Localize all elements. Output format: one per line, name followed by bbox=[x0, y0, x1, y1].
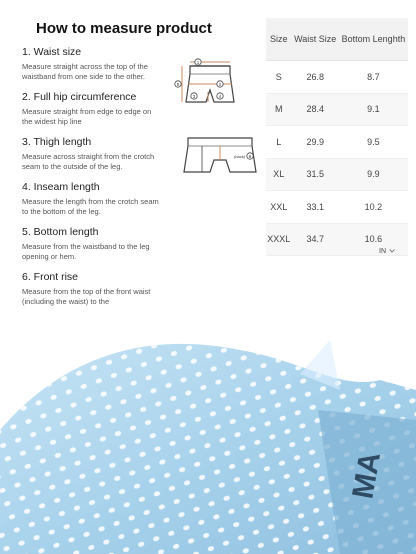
step-title: 2. Full hip circumference bbox=[22, 91, 137, 103]
step-title: 1. Waist size bbox=[22, 46, 82, 58]
step-inseam-length bbox=[22, 181, 162, 217]
cell-size: L bbox=[266, 126, 292, 159]
table-header-row bbox=[266, 18, 408, 61]
mark-6: 6 bbox=[248, 153, 252, 159]
table-row bbox=[266, 93, 408, 126]
table-row bbox=[266, 158, 408, 191]
step-desc: Measure from the waistband to the leg opening or hem. bbox=[22, 242, 150, 261]
step-waist-size bbox=[22, 46, 162, 82]
back-measure-diagram bbox=[180, 134, 260, 184]
front-measure-diagram bbox=[168, 58, 248, 118]
step-title: 6. Front rise bbox=[22, 271, 79, 283]
cell-size: M bbox=[266, 93, 292, 126]
mesh-fabric-image bbox=[0, 320, 416, 554]
mark-5: 5 bbox=[176, 81, 180, 87]
step-front-rise bbox=[22, 271, 162, 307]
mark-1: 1 bbox=[196, 59, 200, 65]
cell-bottom-length: 10.6 bbox=[339, 223, 408, 256]
cell-size: XXL bbox=[266, 191, 292, 224]
table-row bbox=[266, 61, 408, 94]
step-title: 5. Bottom length bbox=[22, 226, 99, 238]
step-thigh-length bbox=[22, 136, 162, 172]
header-bottom-length: Bottom Lenghth bbox=[339, 18, 408, 61]
step-title: 3. Thigh length bbox=[22, 136, 92, 148]
mark-4: 4 bbox=[218, 93, 222, 99]
unit-select[interactable] bbox=[372, 244, 402, 258]
waistband-text: MA bbox=[346, 449, 387, 502]
cell-size: XXXL bbox=[266, 223, 292, 256]
cell-size: S bbox=[266, 61, 292, 94]
mark-2: 2 bbox=[218, 81, 222, 87]
table-row bbox=[266, 126, 408, 159]
cell-bottom-length: 9.5 bbox=[339, 126, 408, 159]
step-title: 4. Inseam length bbox=[22, 181, 100, 193]
back-label: (back) bbox=[234, 154, 246, 159]
step-desc: Measure straight across the top of the waistband from one side to the other. bbox=[22, 62, 148, 81]
header-size: Size bbox=[266, 18, 292, 61]
step-hip-circumference bbox=[22, 91, 162, 127]
step-desc: Measure straight from edge to edge on the widest hip line bbox=[22, 107, 152, 126]
cell-bottom-length: 9.1 bbox=[339, 93, 408, 126]
cell-waist: 31.5 bbox=[292, 158, 339, 191]
chevron-down-icon bbox=[389, 249, 395, 253]
mark-3: 3 bbox=[192, 93, 196, 99]
step-desc: Measure the length from the crotch seam to the bottom of the leg. bbox=[22, 197, 159, 216]
cell-bottom-length: 9.9 bbox=[339, 158, 408, 191]
cell-waist: 28.4 bbox=[292, 93, 339, 126]
cell-waist: 34.7 bbox=[292, 223, 339, 256]
cell-waist: 29.9 bbox=[292, 126, 339, 159]
step-bottom-length bbox=[22, 226, 162, 262]
unit-label: IN bbox=[379, 247, 386, 255]
header-waist-size: Waist Size bbox=[292, 18, 339, 61]
step-desc: Measure from the top of the front waist (including the waist) to the bbox=[22, 287, 151, 306]
size-table bbox=[266, 18, 408, 256]
cell-waist: 26.8 bbox=[292, 61, 339, 94]
step-desc: Measure across straight from the crotch seam to the outside of the leg. bbox=[22, 152, 155, 171]
cell-size: XL bbox=[266, 158, 292, 191]
measure-steps bbox=[22, 46, 162, 316]
cell-bottom-length: 8.7 bbox=[339, 61, 408, 94]
cell-bottom-length: 10.2 bbox=[339, 191, 408, 224]
cell-waist: 33.1 bbox=[292, 191, 339, 224]
table-row bbox=[266, 191, 408, 224]
page-title: How to measure product bbox=[36, 20, 212, 37]
